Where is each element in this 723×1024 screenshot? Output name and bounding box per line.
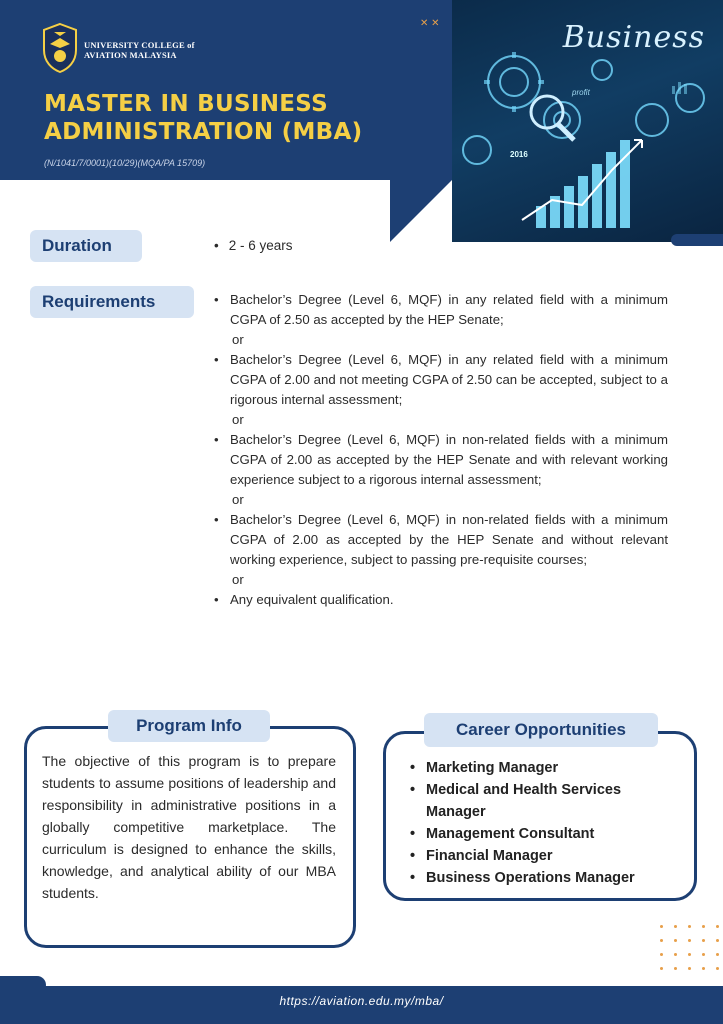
decorative-strip	[671, 234, 723, 246]
sparkle-icon: ✕ ✕	[420, 18, 440, 29]
requirement-item: • Bachelor’s Degree (Level 6, MQF) in any related field with a minimum CGPA of 2.50 as accepted by the HEP Senate;	[214, 290, 668, 330]
duration-value: • 2 - 6 years	[214, 238, 293, 253]
career-item: • Medical and Health Services Manager	[410, 779, 680, 823]
institution-line2: AVIATION MALAYSIA	[84, 50, 177, 60]
requirements-label: Requirements	[30, 286, 194, 318]
profit-label: profit	[572, 88, 590, 97]
career-item: • Financial Manager	[410, 845, 680, 867]
requirement-separator: or	[232, 492, 244, 507]
title-line2: ADMINISTRATION (MBA)	[44, 119, 363, 145]
requirements-list	[214, 290, 668, 610]
accreditation-code: (N/1041/7/0001)(10/29)(MQA/PA 15709)	[44, 158, 206, 168]
business-word: Business	[562, 20, 705, 55]
career-list	[410, 757, 680, 889]
business-illustration	[452, 0, 723, 242]
requirement-item: • Bachelor’s Degree (Level 6, MQF) in non-related fields with a minimum CGPA of 2.00 as accepted by the HEP Senate and without relevant working experience, subject to passing pre-requisite courses;	[214, 510, 668, 570]
university-crest-icon	[40, 22, 80, 74]
requirement-separator: or	[232, 412, 244, 427]
career-label: Career Opportunities	[424, 713, 658, 747]
requirement-item: • Any equivalent qualification.	[214, 590, 668, 610]
requirement-item: • Bachelor’s Degree (Level 6, MQF) in non-related fields with a minimum CGPA of 2.00 as accepted by the HEP Senate and with relevant working experience subject to a rigorous internal assessment;	[214, 430, 668, 490]
program-info-text: The objective of this program is to prepare students to assume positions of leadership and responsibility in administrative positions in a globally competitive marketplace. The curriculum is designed to enhance the skills, knowledge, and analytical ability of our MBA students.	[42, 753, 336, 901]
footer-url-link[interactable]: https://aviation.edu.my/mba/	[279, 994, 444, 1008]
requirement-item: • Bachelor’s Degree (Level 6, MQF) in any related field with a minimum CGPA of 2.00 and not meeting CGPA of 2.50 can be accepted, subject to a rigorous internal assessment;	[214, 350, 668, 410]
duration-label: Duration	[30, 230, 142, 262]
title-line1: MASTER IN BUSINESS	[44, 91, 328, 117]
page-title	[44, 90, 362, 146]
dot-pattern	[660, 925, 720, 975]
year-label: 2016	[510, 150, 528, 159]
career-item: • Business Operations Manager	[410, 867, 680, 889]
requirement-separator: or	[232, 332, 244, 347]
institution-line1: UNIVERSITY COLLEGE of	[84, 40, 195, 50]
career-item: • Marketing Manager	[410, 757, 680, 779]
requirement-separator: or	[232, 572, 244, 587]
header-diagonal	[390, 180, 452, 242]
institution-name	[84, 40, 195, 60]
duration-list	[214, 238, 293, 253]
career-item: • Management Consultant	[410, 823, 680, 845]
program-info-label: Program Info	[108, 710, 270, 742]
